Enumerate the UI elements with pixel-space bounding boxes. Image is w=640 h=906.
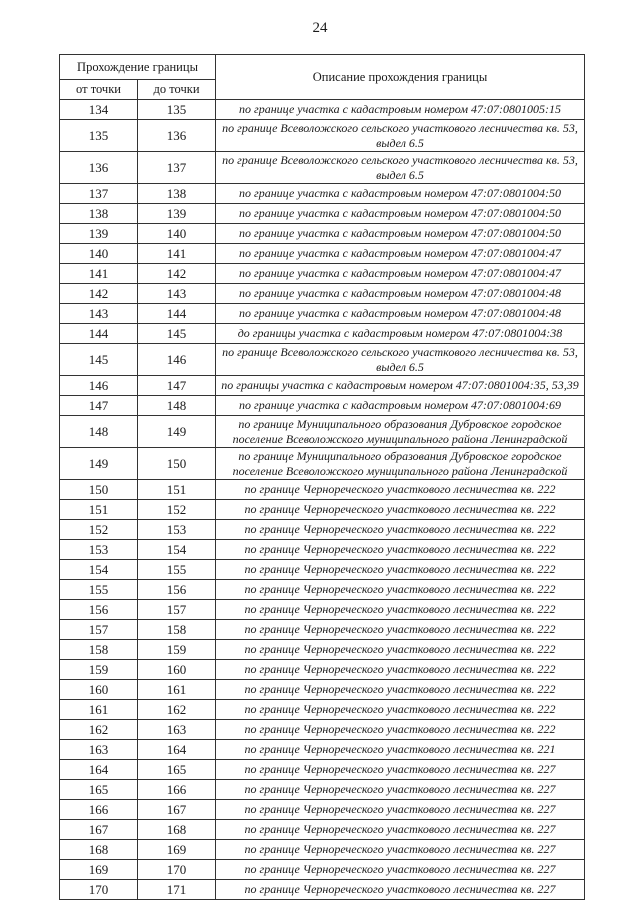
table-row [60, 640, 585, 660]
to-point-cell: 148 [138, 396, 216, 416]
description-cell: по границе участка с кадастровым номером 47:07:0801004:47 [216, 264, 585, 284]
table-row [60, 500, 585, 520]
table-row [60, 396, 585, 416]
from-point-cell: 156 [60, 600, 138, 620]
to-point-cell: 152 [138, 500, 216, 520]
table-row [60, 720, 585, 740]
to-point-cell: 162 [138, 700, 216, 720]
to-point-cell: 159 [138, 640, 216, 660]
table-row [60, 800, 585, 820]
table-row [60, 224, 585, 244]
table-row [60, 204, 585, 224]
from-point-cell: 144 [60, 324, 138, 344]
to-point-cell: 149 [138, 416, 216, 448]
from-point-cell: 138 [60, 204, 138, 224]
to-point-cell: 163 [138, 720, 216, 740]
description-cell: по границе Черноречеcкого участкового лесничества кв. 222 [216, 600, 585, 620]
table-row [60, 660, 585, 680]
table-row [60, 540, 585, 560]
description-cell: по границе Черноречеcкого участкового лесничества кв. 222 [216, 680, 585, 700]
table-row [60, 448, 585, 480]
description-cell: по границы участка с кадастровым номером 47:07:0801004:35, 53,39 [216, 376, 585, 396]
table-row [60, 376, 585, 396]
from-point-cell: 164 [60, 760, 138, 780]
from-point-cell: 149 [60, 448, 138, 480]
table-row [60, 760, 585, 780]
description-cell: по границе Черноречеcкого участкового лесничества кв. 222 [216, 520, 585, 540]
to-point-cell: 167 [138, 800, 216, 820]
description-cell: по границе Черноречеcкого участкового лесничества кв. 227 [216, 860, 585, 880]
table-row [60, 264, 585, 284]
description-cell: по границе Черноречеcкого участкового лесничества кв. 222 [216, 580, 585, 600]
table-row [60, 620, 585, 640]
header-to-point: до точки [138, 80, 216, 100]
to-point-cell: 160 [138, 660, 216, 680]
from-point-cell: 150 [60, 480, 138, 500]
description-cell: по границе Черноречеcкого участкового лесничества кв. 227 [216, 760, 585, 780]
to-point-cell: 157 [138, 600, 216, 620]
header-from-point: от точки [60, 80, 138, 100]
from-point-cell: 162 [60, 720, 138, 740]
from-point-cell: 146 [60, 376, 138, 396]
description-cell: по границе Черноречеcкого участкового лесничества кв. 227 [216, 800, 585, 820]
from-point-cell: 158 [60, 640, 138, 660]
to-point-cell: 144 [138, 304, 216, 324]
description-cell: по границе Черноречеcкого участкового лесничества кв. 222 [216, 720, 585, 740]
from-point-cell: 154 [60, 560, 138, 580]
from-point-cell: 155 [60, 580, 138, 600]
table-row [60, 184, 585, 204]
page-number: 24 [312, 20, 328, 36]
to-point-cell: 169 [138, 840, 216, 860]
to-point-cell: 156 [138, 580, 216, 600]
to-point-cell: 168 [138, 820, 216, 840]
from-point-cell: 168 [60, 840, 138, 860]
to-point-cell: 138 [138, 184, 216, 204]
from-point-cell: 169 [60, 860, 138, 880]
header-boundary-passage: Прохождение границы [60, 55, 216, 80]
from-point-cell: 161 [60, 700, 138, 720]
table-body [60, 100, 585, 900]
to-point-cell: 142 [138, 264, 216, 284]
to-point-cell: 154 [138, 540, 216, 560]
from-point-cell: 163 [60, 740, 138, 760]
description-cell: по границе участка с кадастровым номером 47:07:0801004:50 [216, 224, 585, 244]
description-cell: по границе Муниципального образования Дубровское городское поселение Всеволожского муниципального района Ленинградской [216, 448, 585, 480]
table-row [60, 480, 585, 500]
table-row [60, 820, 585, 840]
table-row [60, 740, 585, 760]
description-cell: по границе участка с кадастровым номером 47:07:0801004:48 [216, 304, 585, 324]
description-cell: по границе Черноречеcкого участкового лесничества кв. 222 [216, 620, 585, 640]
table-row [60, 284, 585, 304]
from-point-cell: 134 [60, 100, 138, 120]
description-cell: по границе Черноречеcкого участкового лесничества кв. 227 [216, 820, 585, 840]
to-point-cell: 153 [138, 520, 216, 540]
description-cell: до границы участка с кадастровым номером 47:07:0801004:38 [216, 324, 585, 344]
description-cell: по границе Черноречеcкого участкового лесничества кв. 227 [216, 880, 585, 900]
from-point-cell: 137 [60, 184, 138, 204]
from-point-cell: 145 [60, 344, 138, 376]
description-cell: по границе Черноречеcкого участкового лесничества кв. 222 [216, 540, 585, 560]
to-point-cell: 161 [138, 680, 216, 700]
from-point-cell: 152 [60, 520, 138, 540]
description-cell: по границе Черноречеcкого участкового лесничества кв. 222 [216, 560, 585, 580]
table-row [60, 520, 585, 540]
from-point-cell: 151 [60, 500, 138, 520]
from-point-cell: 135 [60, 120, 138, 152]
table-row [60, 680, 585, 700]
table-row [60, 600, 585, 620]
table-row [60, 580, 585, 600]
table-row [60, 324, 585, 344]
from-point-cell: 139 [60, 224, 138, 244]
to-point-cell: 147 [138, 376, 216, 396]
to-point-cell: 145 [138, 324, 216, 344]
to-point-cell: 155 [138, 560, 216, 580]
description-cell: по границе Черноречеcкого участкового лесничества кв. 227 [216, 840, 585, 860]
from-point-cell: 160 [60, 680, 138, 700]
to-point-cell: 139 [138, 204, 216, 224]
to-point-cell: 140 [138, 224, 216, 244]
to-point-cell: 150 [138, 448, 216, 480]
description-cell: по границе Всеволожского сельского участкового лесничества кв. 53, выдел 6.5 [216, 344, 585, 376]
description-cell: по границе участка с кадастровым номером 47:07:0801004:47 [216, 244, 585, 264]
description-cell: по границе Черноречеcкого участкового лесничества кв. 221 [216, 740, 585, 760]
description-cell: по границе Черноречеcкого участкового лесничества кв. 222 [216, 480, 585, 500]
table-row [60, 152, 585, 184]
description-cell: по границе Черноречеcкого участкового лесничества кв. 222 [216, 640, 585, 660]
from-point-cell: 142 [60, 284, 138, 304]
description-cell: по границе участка с кадастровым номером 47:07:0801004:50 [216, 204, 585, 224]
description-cell: по границе Черноречеcкого участкового лесничества кв. 222 [216, 500, 585, 520]
to-point-cell: 158 [138, 620, 216, 640]
to-point-cell: 171 [138, 880, 216, 900]
description-cell: по границе участка с кадастровым номером 47:07:0801005:15 [216, 100, 585, 120]
table-row [60, 560, 585, 580]
table-row [60, 244, 585, 264]
from-point-cell: 143 [60, 304, 138, 324]
to-point-cell: 164 [138, 740, 216, 760]
to-point-cell: 146 [138, 344, 216, 376]
from-point-cell: 140 [60, 244, 138, 264]
table-row [60, 860, 585, 880]
to-point-cell: 165 [138, 760, 216, 780]
to-point-cell: 141 [138, 244, 216, 264]
to-point-cell: 170 [138, 860, 216, 880]
description-cell: по границе участка с кадастровым номером 47:07:0801004:69 [216, 396, 585, 416]
table-row [60, 880, 585, 900]
table-row [60, 100, 585, 120]
description-cell: по границе Всеволожского сельского участкового лесничества кв. 53, выдел 6.5 [216, 152, 585, 184]
from-point-cell: 157 [60, 620, 138, 640]
from-point-cell: 136 [60, 152, 138, 184]
table-row [60, 780, 585, 800]
to-point-cell: 137 [138, 152, 216, 184]
from-point-cell: 153 [60, 540, 138, 560]
table-header [60, 55, 585, 100]
table-row [60, 344, 585, 376]
table-row [60, 120, 585, 152]
to-point-cell: 135 [138, 100, 216, 120]
from-point-cell: 159 [60, 660, 138, 680]
description-cell: по границе Черноречеcкого участкового лесничества кв. 222 [216, 660, 585, 680]
description-cell: по границе Всеволожского сельского участкового лесничества кв. 53, выдел 6.5 [216, 120, 585, 152]
table-row [60, 304, 585, 324]
from-point-cell: 166 [60, 800, 138, 820]
header-description: Описание прохождения границы [216, 55, 585, 100]
from-point-cell: 165 [60, 780, 138, 800]
from-point-cell: 170 [60, 880, 138, 900]
to-point-cell: 151 [138, 480, 216, 500]
description-cell: по границе участка с кадастровым номером 47:07:0801004:48 [216, 284, 585, 304]
from-point-cell: 141 [60, 264, 138, 284]
description-cell: по границе Муниципального образования Дубровское городское поселение Всеволожского муниципального района Ленинградской [216, 416, 585, 448]
from-point-cell: 148 [60, 416, 138, 448]
boundary-table [59, 54, 585, 900]
to-point-cell: 143 [138, 284, 216, 304]
from-point-cell: 167 [60, 820, 138, 840]
from-point-cell: 147 [60, 396, 138, 416]
table-row [60, 840, 585, 860]
description-cell: по границе участка с кадастровым номером 47:07:0801004:50 [216, 184, 585, 204]
table-row [60, 416, 585, 448]
description-cell: по границе Черноречеcкого участкового лесничества кв. 227 [216, 780, 585, 800]
description-cell: по границе Черноречеcкого участкового лесничества кв. 222 [216, 700, 585, 720]
to-point-cell: 136 [138, 120, 216, 152]
table-row [60, 700, 585, 720]
to-point-cell: 166 [138, 780, 216, 800]
